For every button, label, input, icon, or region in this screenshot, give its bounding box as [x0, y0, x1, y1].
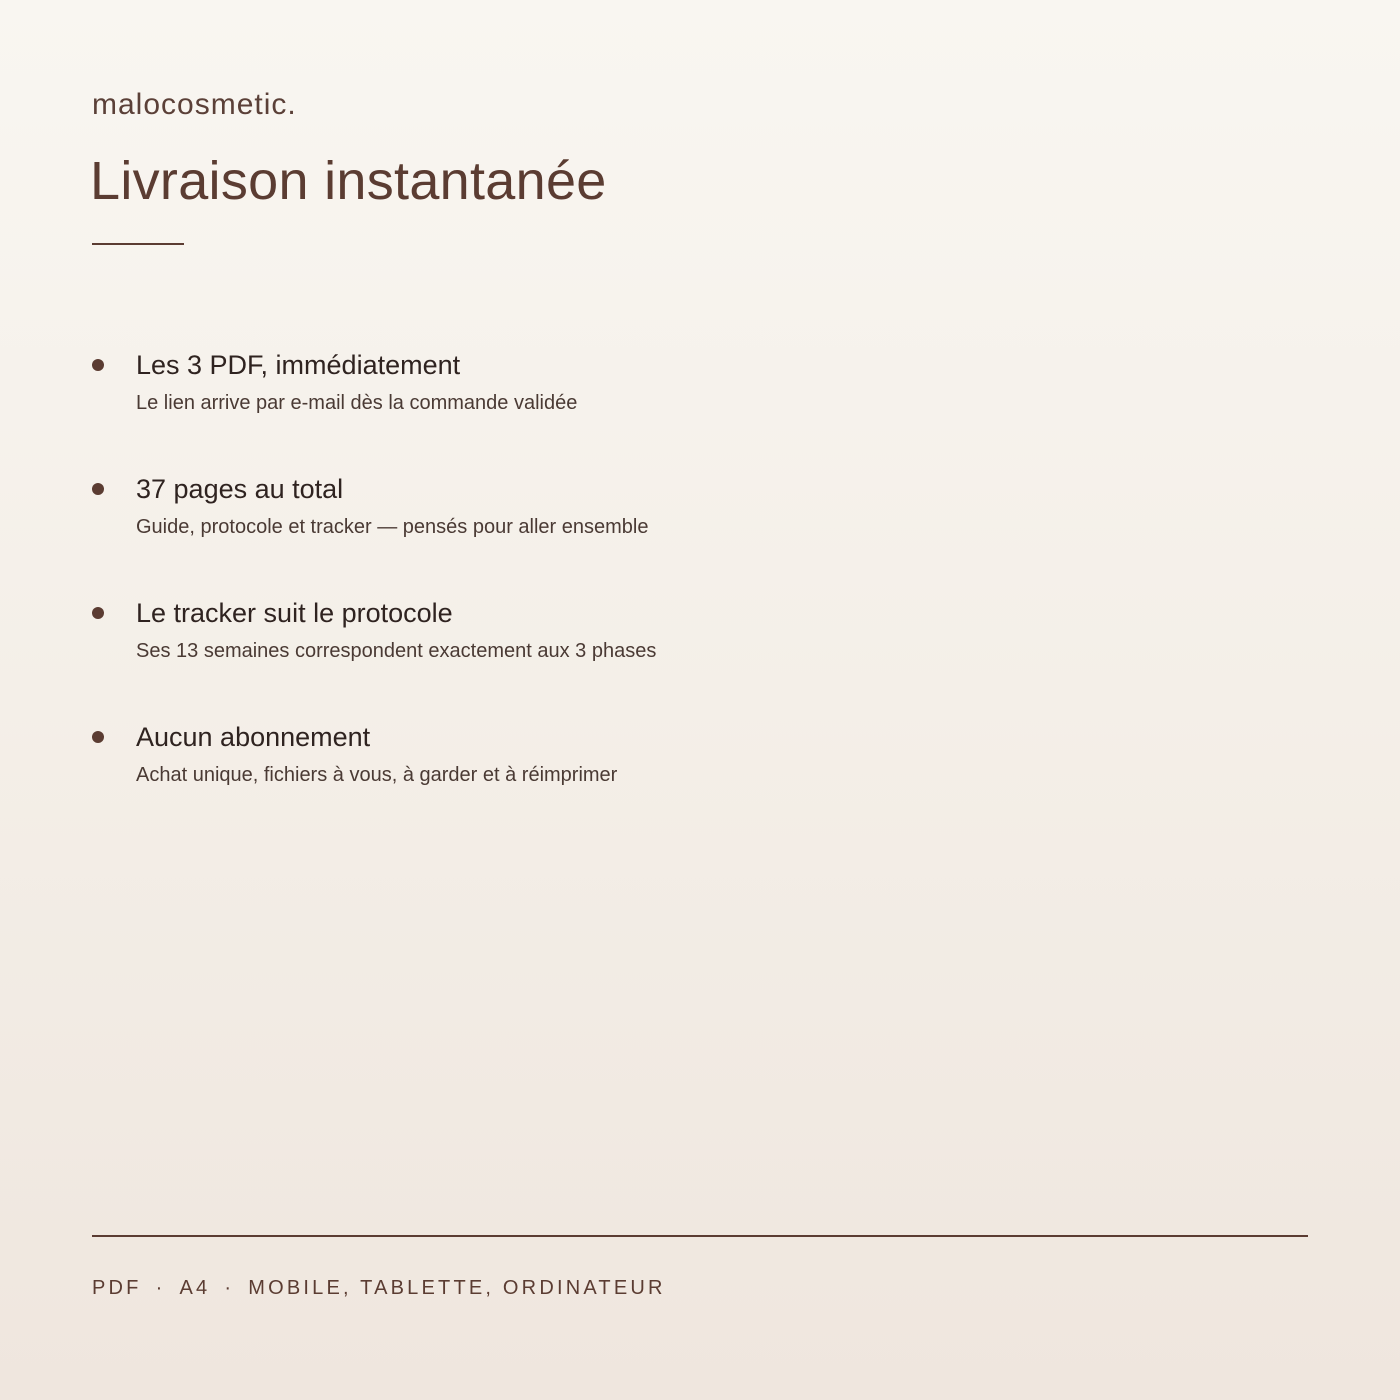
footer-format: PDF: [92, 1277, 142, 1299]
feature-title: Le tracker suit le protocole: [136, 598, 453, 628]
feature-list: [92, 350, 1192, 846]
feature-item: [92, 350, 1192, 474]
bullet-icon: [92, 731, 104, 743]
feature-title: Aucun abonnement: [136, 722, 371, 752]
footer-separator: ·: [155, 1277, 166, 1299]
feature-description: Ses 13 semaines correspondent exactement aux 3 phases: [136, 640, 657, 662]
feature-title: Les 3 PDF, immédiatement: [136, 350, 461, 380]
feature-description: Le lien arrive par e-mail dès la commande validée: [136, 392, 578, 414]
feature-title: 37 pages au total: [136, 474, 344, 504]
footer-paper-size: A4: [179, 1277, 211, 1299]
footer-divider: [92, 1235, 1308, 1237]
footer-format-info: [92, 1277, 666, 1300]
bullet-icon: [92, 483, 104, 495]
bullet-icon: [92, 607, 104, 619]
feature-item: [92, 598, 1192, 722]
feature-item: [92, 722, 1192, 846]
feature-item: [92, 474, 1192, 598]
bullet-icon: [92, 359, 104, 371]
brand-name: malocosmetic.: [92, 88, 297, 121]
title-underline: [92, 243, 184, 245]
page-title: Livraison instantanée: [90, 151, 607, 211]
footer-devices: MOBILE, TABLETTE, ORDINATEUR: [248, 1277, 666, 1299]
feature-description: Achat unique, fichiers à vous, à garder et à réimprimer: [136, 764, 618, 786]
footer-separator: ·: [224, 1277, 235, 1299]
feature-description: Guide, protocole et tracker — pensés pour aller ensemble: [136, 516, 649, 538]
